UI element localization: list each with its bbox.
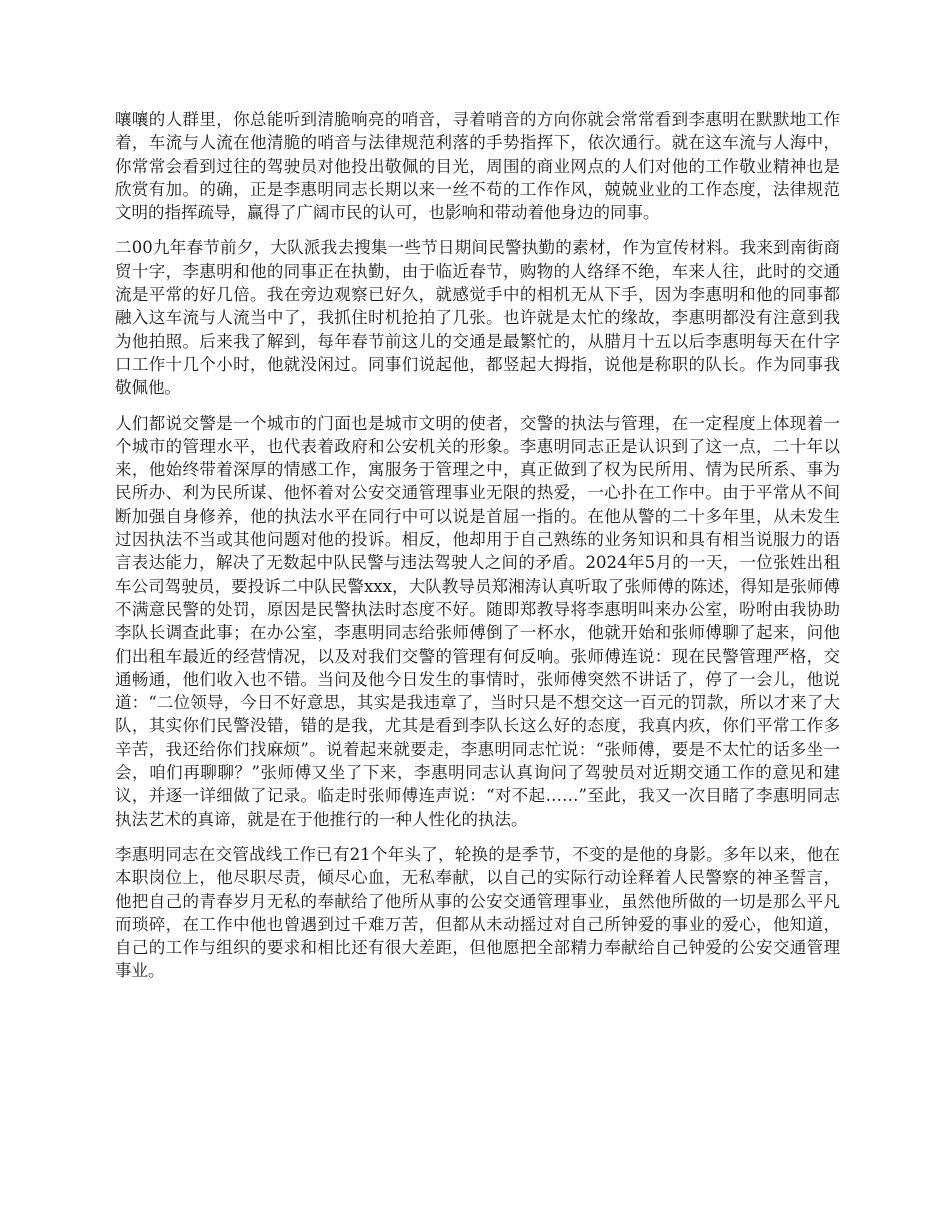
document-body — [115, 108, 840, 995]
paragraph: 人们都说交警是一个城市的门面也是城市文明的使者，交警的执法与管理，在一定程度上体现着一个城市的管理水平，也代表着政府和公安机关的形象。李惠明同志正是认识到了这一点，二十年以来，他始终带着深厚的情感工作，寓服务于管理之中，真正做到了权为民所用、情为民所系、事为民所办、利为民所谋、他怀着对公安交通管理事业无限的热爱，一心扑在工作中。由于平常从不间断加强自身修养，他的执法水平在同行中可以说是首屈一指的。在他从警的二十多年里，从未发生过因执法不当或其他问题对他的投诉。相反，他却用于自己熟练的业务知识和具有相当说服力的语言表达能力，解决了无数起中队民警与违法驾驶人之间的矛盾。2024年5月的一天，一位张姓出租车公司驾驶员，要投诉二中队民警xxx，大队教导员郑湘涛认真听取了张师傅的陈述，得知是张师傅不满意民警的处罚，原因是民警执法时态度不好。随即郑教导将李惠明叫来办公室，吩咐由我协助李队长调查此事；在办公室，李惠明同志给张师傅倒了一杯水，他就开始和张师傅聊了起来，问他们出租车最近的经营情况，以及对我们交警的管理有何反响。张师傅连说：现在民警管理严格，交通畅通，他们收入也不错。当问及他今日发生的事情时，张师傅突然不讲话了，停了一会儿，他说道：“二位领导，今日不好意思，其实是我违章了，当时只是不想交这一百元的罚款，所以才来了大队，其实你们民警没错，错的是我，尤其是看到李队长这么好的态度，我真内疚，你们平常工作多辛苦，我还给你们找麻烦”。说着起来就要走，李惠明同志忙说：“张师傅，要是不太忙的话多坐一会，咱们再聊聊？”张师傅又坐了下来，李惠明同志认真询问了驾驶员对近期交通工作的意见和建议，并逐一详细做了记录。临走时张师傅连声说：“对不起……”至此，我又一次目睹了李惠明同志执法艺术的真谛，就是在于他推行的一种人性化的执法。 — [115, 413, 840, 829]
paragraph: 二00九年春节前夕，大队派我去搜集一些节日期间民警执勤的素材，作为宣传材料。我来到南街商贸十字，李惠明和他的同事正在执勤，由于临近春节，购物的人络绎不绝，车来人往，此时的交通流是平常的好几倍。我在旁边观察已好久，就感觉手中的相机无从下手，因为李惠明和他的同事都融入这车流与人流当中了，我抓住时机抢拍了几张。也许就是太忙的缘故，李惠明都没有注意到我为他拍照。后来我了解到，每年春节前这儿的交通是最繁忙的，从腊月十五以后李惠明每天在什字口工作十几个小时，他就没闲过。同事们说起他，都竖起大拇指，说他是称职的队长。作为同事我敬佩他。 — [115, 238, 840, 398]
paragraph: 嚷嚷的人群里，你总能听到清脆响亮的哨音，寻着哨音的方向你就会常常看到李惠明在默默地工作着，车流与人流在他清脆的哨音与法律规范利落的手势指挥下，依次通行。就在这车流与人海中，你常常会看到过往的驾驶员对他投出敬佩的目光，周围的商业网点的人们对他的工作敬业精神也是欣赏有加。的确，正是李惠明同志长期以来一丝不苟的工作作风，兢兢业业的工作态度，法律规范文明的指挥疏导，赢得了广阔市民的认可，也影响和带动着他身边的同事。 — [115, 110, 840, 223]
paragraph: 李惠明同志在交管战线工作已有21个年头了，轮换的是季节，不变的是他的身影。多年以来，他在本职岗位上，他尽职尽责，倾尽心血，无私奉献，以自己的实际行动诠释着人民警察的神圣誓言，他把自己的青春岁月无私的奉献给了他所从事的公安交通管理事业，虽然他所做的一切是那么平凡而琐碎，在工作中他也曾遇到过千难万苦，但都从未动摇过对自己所钟爱的事业的爱心，他知道，自己的工作与组织的要求和相比还有很大差距，但他愿把全部精力奉献给自己钟爱的公安交通管理事业。 — [115, 844, 840, 981]
